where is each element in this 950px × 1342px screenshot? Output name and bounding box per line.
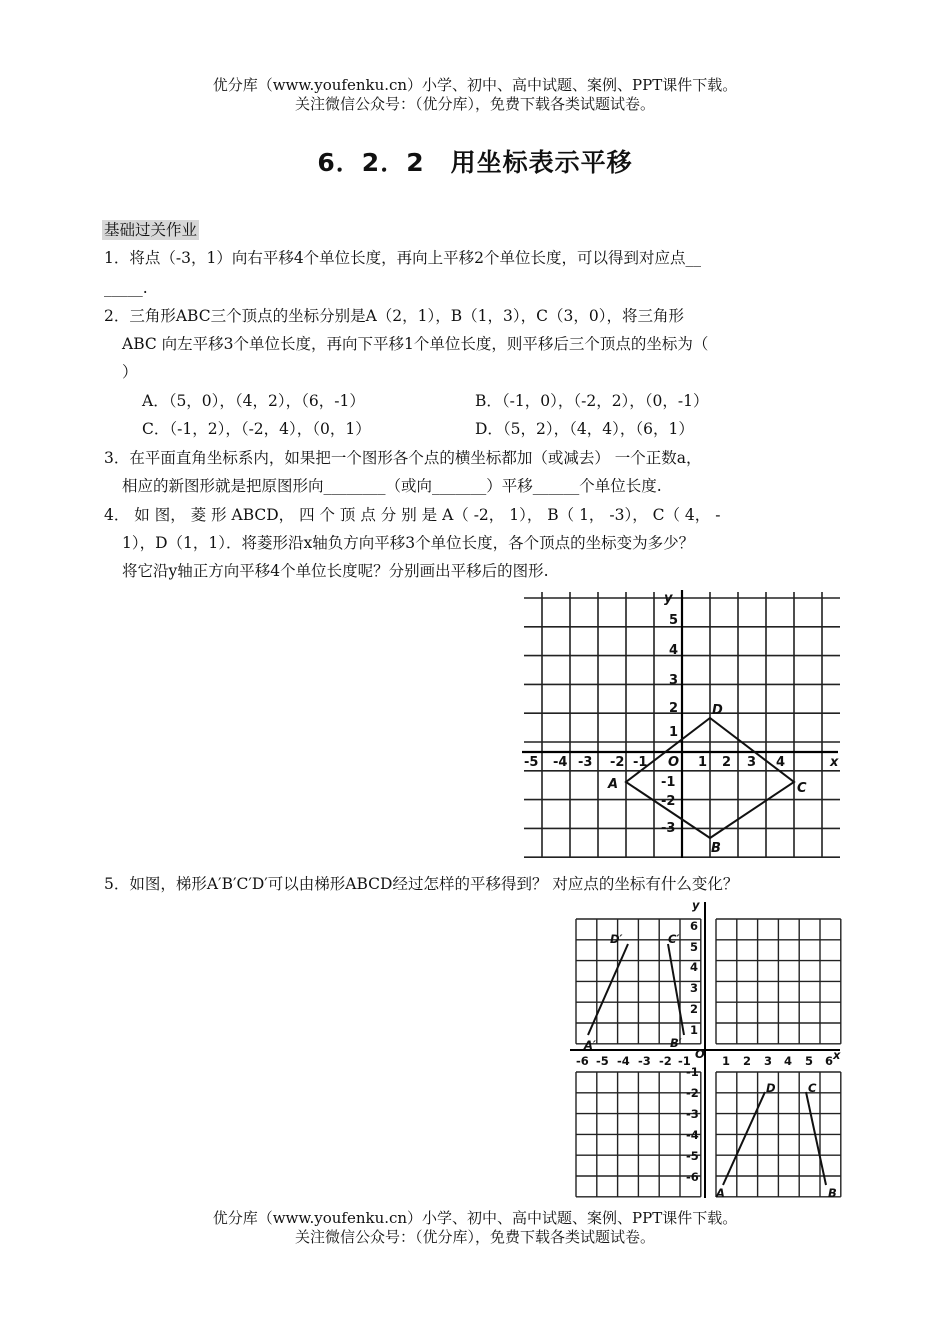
g1-x-tick: 1 [698, 755, 708, 770]
g1-y-tick: 2 [669, 701, 679, 716]
g1-x-tick: 3 [747, 755, 757, 770]
page-header [0, 76, 950, 114]
g1-x-tick: -4 [553, 755, 568, 770]
g1-x-tick: -5 [524, 755, 539, 770]
q3-line2: 相应的新图形就是把原图形向________（或向_______）平移______个单位长度. [122, 477, 662, 495]
g1-origin: O [668, 755, 680, 770]
trapezoid-coordinate-graph [568, 900, 848, 1202]
header-line-2: 关注微信公众号：（优分库），免费下载各类试题试卷。 [294, 95, 655, 113]
g1-x-tick: -1 [633, 755, 648, 770]
g2-x-tick: 2 [743, 1054, 752, 1068]
g2-y-tick: -4 [686, 1128, 699, 1142]
g2-y-axis-label: y [692, 900, 700, 912]
q5-line1: 5．如图，梯形A′B′C′D′可以由梯形ABCD经过怎样的平移得到？ 对应点的坐标有什么变化？ [104, 875, 739, 893]
g2-label-c-prime: C′ [668, 932, 680, 946]
q4-line3: 将它沿y轴正方向平移4个单位长度呢？分别画出平移后的图形. [122, 562, 549, 580]
g1-y-tick: 3 [669, 673, 679, 688]
g2-y-tick: -3 [686, 1107, 699, 1121]
q2-option-a: A．（5，0），（4，2），（6，-1） [142, 392, 365, 410]
g2-label-a: A [716, 1186, 725, 1200]
q3-line1: 3．在平面直角坐标系内，如果把一个图形各个点的横坐标都加（或减去） 一个正数a， [104, 449, 702, 467]
q1-line1: 1．将点（-3，1）向右平移4个单位长度，再向上平移2个单位长度，可以得到对应点__ [104, 249, 702, 267]
q2-option-d: D．（5，2），（4，4），（6，1） [475, 420, 694, 438]
q2-option-b: B．（-1，0），（-2，2），（0，-1） [475, 392, 709, 410]
g1-y-tick: 5 [669, 613, 679, 628]
g1-y-tick: -3 [661, 821, 676, 836]
trapezoid-prime-right-edge [668, 944, 684, 1035]
g2-x-axis-label: x [833, 1048, 841, 1062]
g2-y-tick: -5 [686, 1149, 699, 1163]
g2-y-tick: -1 [686, 1065, 699, 1079]
g1-x-tick: -2 [610, 755, 625, 770]
g2-x-tick: -6 [576, 1054, 589, 1068]
g1-y-tick: 1 [669, 725, 679, 740]
g1-y-axis-label: y [664, 591, 673, 606]
g1-y-tick: 4 [669, 643, 679, 658]
rhombus-coordinate-graph [518, 588, 848, 860]
g2-y-tick: -2 [686, 1086, 699, 1100]
g2-x-tick: -5 [596, 1054, 609, 1068]
g1-point-a: A [608, 777, 619, 792]
g2-origin: O [695, 1047, 705, 1061]
g2-label-c: C [808, 1081, 817, 1095]
g1-point-b: B [711, 841, 721, 856]
g1-point-d: D [712, 703, 723, 718]
g2-y-tick: 2 [690, 1002, 699, 1016]
g1-x-axis-label: x [830, 755, 839, 770]
g2-x-tick: 4 [784, 1054, 793, 1068]
g2-label-d: D [766, 1081, 776, 1095]
page-title: 6．2．2 用坐标表示平移 [317, 148, 633, 177]
trapezoid-left-edge [723, 1092, 765, 1185]
g1-point-c: C [797, 781, 807, 796]
g2-y-tick: 6 [690, 919, 699, 933]
g2-x-tick: -2 [659, 1054, 672, 1068]
g2-x-tick: -3 [638, 1054, 651, 1068]
header-line-1: 优分库（www.youfenku.cn）小学、初中、高中试题、案例、PPT课件下载。 [212, 76, 738, 94]
g2-x-tick: 5 [805, 1054, 814, 1068]
q2-option-c: C．（-1，2），（-2，4），（0，1） [142, 420, 371, 438]
g2-y-tick: 3 [690, 981, 699, 995]
trapezoid-prime-left-edge [588, 944, 628, 1035]
q2-line3: ） [122, 363, 138, 381]
trapezoid-right-edge [806, 1092, 826, 1185]
q2-line2: ABC 向左平移3个单位长度，再向下平移1个单位长度，则平移后三个顶点的坐标为（ [122, 335, 709, 353]
q2-line1: 2．三角形ABC三个顶点的坐标分别是A（2，1），B（1，3），C（3，0），将三角形 [104, 307, 684, 325]
q4-line2: 1），D（1，1）．将菱形沿x轴负方向平移3个单位长度，各个顶点的坐标变为多少？ [122, 534, 695, 552]
g1-x-tick: 4 [776, 755, 786, 770]
g2-label-b-prime: B′ [670, 1036, 682, 1050]
g2-label-d-prime: D′ [610, 932, 623, 946]
g2-x-tick: 1 [722, 1054, 731, 1068]
footer-line-1: 优分库（www.youfenku.cn）小学、初中、高中试题、案例、PPT课件下载。 [212, 1209, 738, 1227]
g2-y-tick: 4 [690, 960, 699, 974]
g2-x-tick: -4 [617, 1054, 630, 1068]
g2-y-tick: 5 [690, 940, 699, 954]
g1-x-tick: -3 [578, 755, 593, 770]
g1-y-tick: -1 [661, 775, 676, 790]
q4-line1: 4． 如 图， 菱 形 ABCD， 四 个 顶 点 分 别 是 A（ -2， 1）， B（ 1， -3）， C（ 4， - [104, 506, 721, 524]
g2-y-tick: 1 [690, 1023, 699, 1037]
g2-label-b: B [828, 1186, 837, 1200]
g2-x-tick: -1 [678, 1054, 691, 1068]
g1-y-tick: -2 [661, 794, 676, 809]
g2-x-tick: 6 [825, 1054, 834, 1068]
page-footer [0, 1209, 950, 1247]
g2-y-tick: -6 [686, 1170, 699, 1184]
footer-line-2: 关注微信公众号：（优分库），免费下载各类试题试卷。 [294, 1228, 655, 1246]
g2-x-tick: 3 [764, 1054, 773, 1068]
q1-line2: _____. [104, 279, 148, 297]
g1-x-tick: 2 [722, 755, 732, 770]
g2-label-a-prime: A′ [584, 1038, 596, 1052]
section-heading: 基础过关作业 [104, 221, 198, 239]
